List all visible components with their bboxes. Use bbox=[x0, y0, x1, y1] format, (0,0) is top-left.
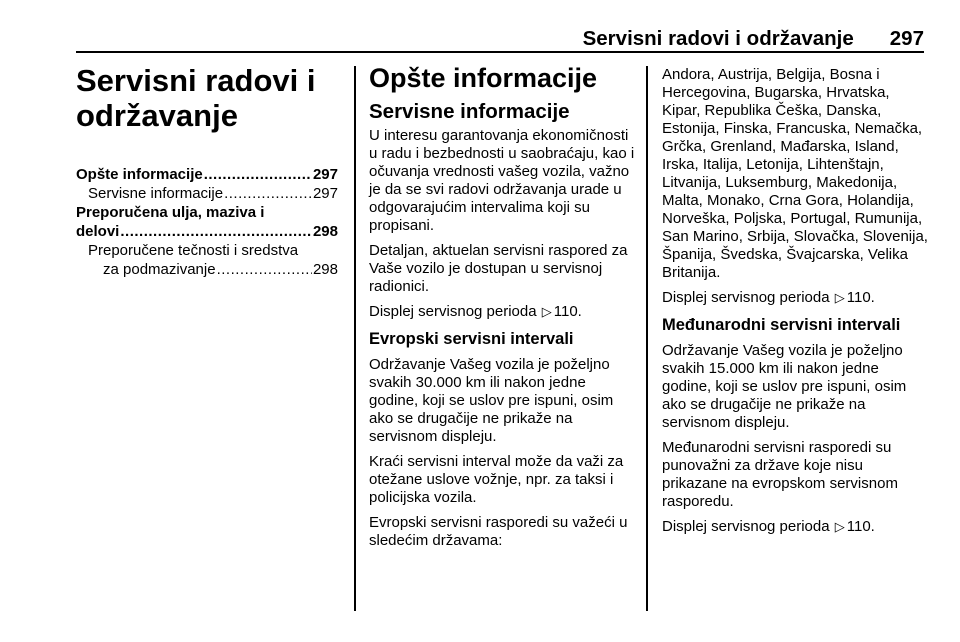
toc-entry-service-info[interactable]: Servisne informacije ..... 297 bbox=[76, 184, 338, 203]
toc-entry-recommended-oils[interactable]: Preporučena ulja, maziva i delovi ..... 298 bbox=[76, 203, 338, 241]
header-rule bbox=[76, 51, 924, 53]
toc-entry-general-info[interactable]: Opšte informacije ..... 297 bbox=[76, 165, 338, 184]
running-header bbox=[583, 27, 924, 51]
toc-entry-recommended-fluids[interactable]: Preporučene tečnosti i sredstva za podmazivanje ..... 298 bbox=[76, 241, 338, 279]
paragraph: Evropski servisni rasporedi su važeći u sledećim državama: bbox=[369, 514, 628, 549]
paragraph: Međunarodni servisni rasporedi su punovažni za države koje nisu prikazane na evropskom servisnom rasporedu. bbox=[662, 439, 898, 510]
chapter-title: Servisni radovi i održavanje bbox=[76, 63, 316, 133]
reference-arrow-icon: ▷ bbox=[834, 519, 845, 534]
page-reference-link[interactable]: 110. bbox=[846, 289, 875, 306]
intl-intervals-title: Međunarodni servisni intervali bbox=[662, 316, 901, 334]
reference-arrow-icon: ▷ bbox=[834, 290, 845, 305]
content-column-2 bbox=[369, 63, 637, 557]
display-reference: Displej servisnog perioda ▷ 110. bbox=[662, 289, 875, 306]
column-divider-2 bbox=[646, 66, 648, 611]
chapter-toc-column bbox=[76, 63, 338, 279]
paragraph: Održavanje Vašeg vozila je poželjno svakih 15.000 km ili nakon jedne godine, koji se uslov pre ispuni, osim ako se drugačije ne prikaže na servisnom displeju. bbox=[662, 342, 907, 431]
country-list: Andora, Austrija, Belgija, Bosna i Hercegovina, Bugarska, Hrvatska, Kipar, Republika Češka, Danska, Estonija, Finska, Francuska, Nemačka, Grčka, Grenland, Mađarska, Island, Irska, Italija, Letonija, Lihtenštajn, Litvanija, Luksemburg, Makedonija, Malta, Monako, Crna Gora, Holandija, Norveška, Poljska, Portugal, Rumunija, San Marino, Srbija, Slovačka, Slovenija, Španija, Švedska, Švajcarska, Velika Britanija. bbox=[662, 66, 928, 281]
paragraph: U interesu garantovanja ekonomičnosti u radu i bezbednosti u saobraćaju, kao i očuvanja vrednosti vašeg vozila, važno je da se svi radovi održavanja urade u odgovarajućim intervalima koji su propisani. bbox=[369, 127, 635, 234]
paragraph: Kraći servisni interval može da važi za otežane uslove vožnje, npr. za taksi i policijska vozila. bbox=[369, 453, 624, 506]
paragraph: Održavanje Vašeg vozila je poželjno svakih 30.000 km ili nakon jedne godine, koji se uslov pre ispuni, osim ako se drugačije ne prikaže na servisnom displeju. bbox=[369, 356, 614, 445]
content-column-3 bbox=[662, 66, 930, 543]
display-reference: Displej servisnog perioda ▷ 110. bbox=[662, 518, 875, 535]
page-reference-link[interactable]: 110. bbox=[846, 518, 875, 535]
subsection-title: Servisne informacije bbox=[369, 100, 570, 123]
toc-leader bbox=[204, 165, 312, 184]
paragraph: Detaljan, aktuelan servisni raspored za Vaše vozilo je dostupan u servisnoj radionici. bbox=[369, 242, 628, 295]
running-header-title: Servisni radovi i održavanje bbox=[582, 27, 854, 50]
display-reference: Displej servisnog perioda ▷ 110. bbox=[369, 303, 582, 320]
toc-leader bbox=[217, 260, 312, 279]
page-number: 297 bbox=[889, 27, 924, 50]
page-reference-link[interactable]: 110. bbox=[553, 303, 582, 320]
column-divider-1 bbox=[354, 66, 356, 611]
toc-leader bbox=[224, 184, 312, 203]
reference-arrow-icon: ▷ bbox=[541, 304, 552, 319]
eu-intervals-title: Evropski servisni intervali bbox=[369, 330, 574, 348]
section-title: Opšte informacije bbox=[369, 63, 598, 93]
toc-leader bbox=[120, 222, 312, 241]
